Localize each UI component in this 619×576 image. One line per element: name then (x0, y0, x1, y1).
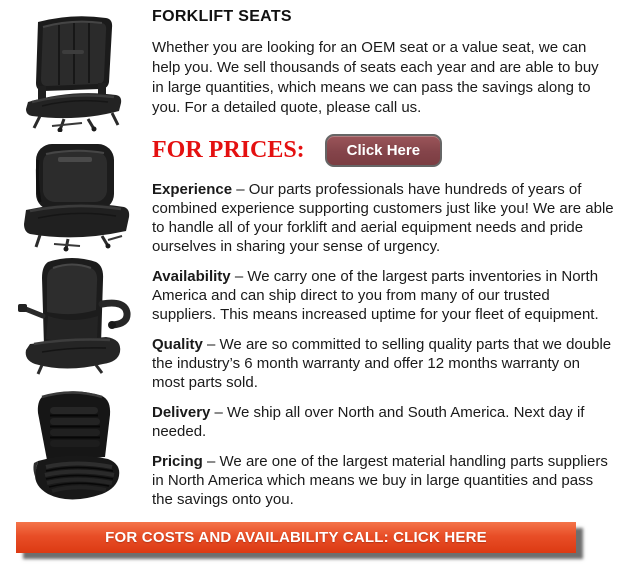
banner-label: FOR COSTS AND AVAILABILITY CALL: CLICK HERE (105, 529, 487, 546)
section-availability-heading: Availability (152, 268, 231, 285)
section-pricing-heading: Pricing (152, 453, 203, 470)
section-experience (152, 180, 614, 256)
section-delivery-heading: Delivery (152, 404, 211, 421)
click-here-button[interactable]: Click Here (325, 134, 442, 167)
seat-photo-fold-down (12, 6, 134, 132)
for-prices-label: FOR PRICES: (152, 136, 305, 163)
page-title: FORKLIFT SEATS (152, 8, 292, 25)
section-availability-body: – We carry one of the largest parts inventories in North America and can ship direct to you from many of our trusted suppliers. This means increased uptime for your fleet of equipment. (152, 268, 599, 323)
section-delivery (152, 403, 614, 441)
section-quality-body: – We are so committed to selling quality parts that we double the industry’s 6 month warranty and offer 12 months warranty on most parts sold. (152, 336, 612, 391)
section-availability (152, 267, 614, 324)
fold-down-seat-image (12, 6, 134, 132)
costs-availability-banner[interactable] (16, 522, 576, 553)
section-quality (152, 335, 614, 392)
main-content (152, 8, 614, 520)
seat-photo-ribbed (22, 383, 126, 519)
section-quality-heading: Quality (152, 336, 203, 353)
section-delivery-body: – We ship all over North and South America. Next day if needed. (152, 404, 585, 440)
ribbed-seat-image (22, 383, 126, 519)
intro-paragraph: Whether you are looking for an OEM seat or a value seat, we can help you. We sell thousands of seats each year and are able to buy in large quantities, which means we can pass the savings along to you. For a detailed quote, please call us. (152, 39, 599, 116)
armrest-seat-image (8, 252, 136, 378)
section-pricing (152, 452, 614, 509)
for-prices-row (152, 132, 614, 168)
seat-photo-armrest (8, 252, 136, 378)
section-pricing-body: – We are one of the largest material handling parts suppliers in North America which means we buy in large quantities and pass the savings onto you. (152, 453, 608, 508)
vinyl-seat-image (16, 140, 134, 252)
section-experience-body: – Our parts professionals have hundreds of years of combined experience supporting customers just like you! We are able to handle all of your forklift and aerial equipment needs and pride ourselves in sharing your sense of urgency. (152, 181, 614, 255)
section-experience-heading: Experience (152, 181, 233, 198)
seat-photo-vinyl (16, 140, 134, 252)
